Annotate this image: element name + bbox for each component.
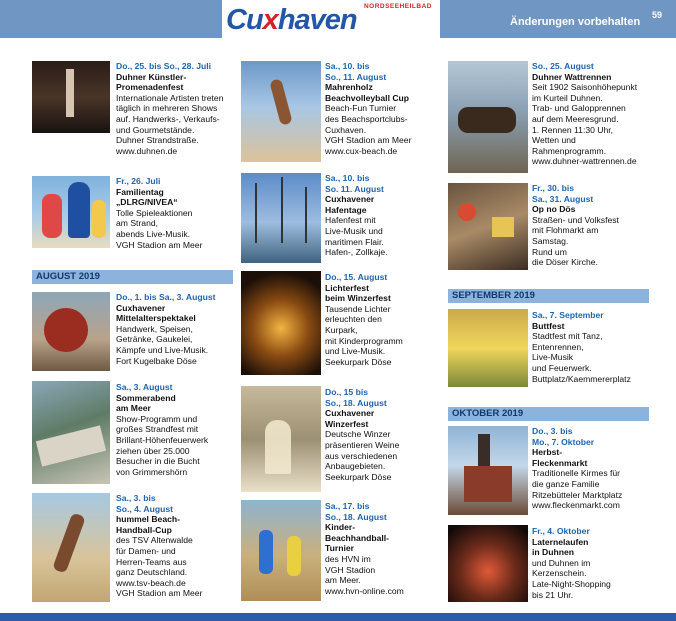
section-august: AUGUST 2019 <box>32 270 233 284</box>
event-item <box>532 426 672 511</box>
event-item <box>532 61 672 167</box>
photo-beachvolleyball <box>241 61 321 162</box>
event-item <box>116 292 240 366</box>
event-item <box>325 501 445 596</box>
event-date: Sa., 17. bis So., 18. August <box>325 501 387 522</box>
photo-familientag <box>32 176 110 248</box>
event-title: Familientag „DLRG/NIVEA“ <box>116 186 178 208</box>
photo-laternelaufen <box>448 525 528 602</box>
photo-beach-handball <box>32 493 110 602</box>
photo-fleckenmarkt <box>448 426 528 515</box>
section-september: SEPTEMBER 2019 <box>448 289 649 303</box>
event-item <box>116 493 240 599</box>
event-date: So., 25. August <box>532 61 594 71</box>
event-title: Sommerabend am Meer <box>116 392 176 414</box>
event-date: Do., 15. August <box>325 272 388 282</box>
event-date: Do., 3. bis Mo., 7. Oktober <box>532 426 595 447</box>
event-description: Handwerk, Speisen, Getränke, Gaukelei, Kämpfe und Live-Musik. Fort Kugelbake Döse <box>116 323 209 366</box>
footer-bar <box>0 613 676 621</box>
photo-lichterfest <box>241 271 321 375</box>
event-title: Cuxhavener Winzerfest <box>325 408 375 429</box>
event-title: Duhner Künstler- Promenadenfest <box>116 71 187 93</box>
event-item <box>325 272 445 367</box>
event-title: Duhner Wattrennen <box>532 71 612 82</box>
event-description: Tausende Lichter erleuchten den Kurpark, mit Kinderprogramm und Live-Musik. Seekurpark Döse <box>325 303 403 367</box>
event-item <box>532 183 672 268</box>
event-date: Sa., 7. September <box>532 310 604 320</box>
event-title: Cuxhavener Hafentage <box>325 194 375 215</box>
photo-buttfest <box>448 309 528 387</box>
event-title: Op no Dös <box>532 204 576 215</box>
event-date: Fr., 26. Juli <box>116 176 161 186</box>
event-description: Stadtfest mit Tanz, Entenrennen, Live-Musik und Feuerwerk. Buttplatz/Kaemmererplatz <box>532 331 631 384</box>
event-title: Mahrenholz Beachvolleyball Cup <box>325 82 410 103</box>
photo-mittelalter <box>32 292 110 371</box>
photo-winzerfest <box>241 386 321 492</box>
photo-wattrennen <box>448 61 528 173</box>
logo-subtitle: NORDSEEHEILBAD <box>363 3 432 10</box>
logo-wordmark: Cuxhaven <box>226 4 357 36</box>
event-item <box>325 173 445 258</box>
event-title: Laternelaufen in Duhnen <box>532 536 589 558</box>
event-title: Buttfest <box>532 320 565 331</box>
event-description: Seit 1902 Saisonhöhepunkt im Kurteil Duhnen. Trab- und Galopprennen auf dem Meeresgrund. 1. Rennen 11:30 Uhr, Wetten und Rahmenprogramm. www.duhner-wattrennen.de <box>532 82 638 167</box>
event-item <box>116 176 240 250</box>
event-title: Lichterfest beim Winzerfest <box>325 282 391 304</box>
photo-hafentage <box>241 173 321 263</box>
event-date: Fr., 30. bis Sa., 31. August <box>532 183 594 204</box>
changes-notice: Änderungen vorbehalten <box>510 16 641 28</box>
event-item <box>116 61 240 156</box>
photo-artist <box>32 61 110 133</box>
event-description: Show-Programm und großes Strandfest mit Brillant-Höhenfeuerwerk ziehen über 25.000 Besucher in die Bucht von Grimmershörn <box>116 413 209 477</box>
event-description: Deutsche Winzer präsentieren Weine aus verschiedenen Anbaugebieten. Seekurpark Döse <box>325 429 400 482</box>
event-item <box>325 387 445 482</box>
event-date: Do., 15 bis So., 18. August <box>325 387 387 408</box>
cuxhaven-logo[interactable] <box>222 0 440 38</box>
event-title: hummel Beach- Handball-Cup <box>116 514 180 535</box>
event-date: Sa., 3. August <box>116 382 173 392</box>
event-description: des HVN im VGH Stadion am Meer. www.hvn-online.com <box>325 553 404 596</box>
event-date: Do., 25. bis So., 28. Juli <box>116 61 212 71</box>
event-item <box>116 382 240 477</box>
event-title: Kinder- Beachhandball- Turnier <box>325 522 389 554</box>
event-date: Fr., 4. Oktober <box>532 526 590 536</box>
section-october: OKTOBER 2019 <box>448 407 649 421</box>
photo-kinder-beachhandball <box>241 500 321 601</box>
photo-op-no-does <box>448 183 528 270</box>
event-description: Beach-Fun Turnier des Beachsportclubs- Cuxhaven. VGH Stadion am Meer www.cux-beach.de <box>325 103 412 156</box>
page-number: 59 <box>652 10 663 20</box>
event-date: Sa., 3. bis So., 4. August <box>116 493 173 514</box>
event-date: Do., 1. bis Sa., 3. August <box>116 292 216 302</box>
event-description: Internationale Artisten treten täglich in mehreren Shows auf. Handwerks-, Verkaufs- und Gourmetstände. Duhner Strandstraße. www.duhnen.de <box>116 92 224 156</box>
event-item <box>325 61 445 156</box>
event-item <box>532 310 672 384</box>
event-date: Sa., 10. bis So., 11. August <box>325 61 387 82</box>
event-description: und Duhnen im Kerzenschein. Late-Night-Shopping bis 21 Uhr. <box>532 557 611 600</box>
event-description: Hafenfest mit Live-Musik und maritimen Flair. Hafen-, Zollkaje. <box>325 215 388 258</box>
event-title: Herbst- Fleckenmarkt <box>532 447 588 468</box>
event-description: Straßen- und Volksfest mit Flohmarkt am Samstag. Rund um die Döser Kirche. <box>532 214 619 268</box>
event-description: Tolle Spieleaktionen am Strand, abends Live-Musik. VGH Stadion am Meer <box>116 207 203 250</box>
event-date: Sa., 10. bis So. 11. August <box>325 173 384 194</box>
event-item <box>532 526 672 600</box>
event-description: Traditionelle Kirmes für die ganze Familie Ritzebütteler Marktplatz www.fleckenmarkt.com <box>532 468 623 511</box>
event-description: des TSV Altenwalde für Damen- und Herren-Teams aus ganz Deutschland. www.tsv-beach.de VGH Stadion am Meer <box>116 535 203 599</box>
event-title: Cuxhavener Mittelalterspektakel <box>116 302 196 324</box>
photo-sommerabend <box>32 381 110 484</box>
